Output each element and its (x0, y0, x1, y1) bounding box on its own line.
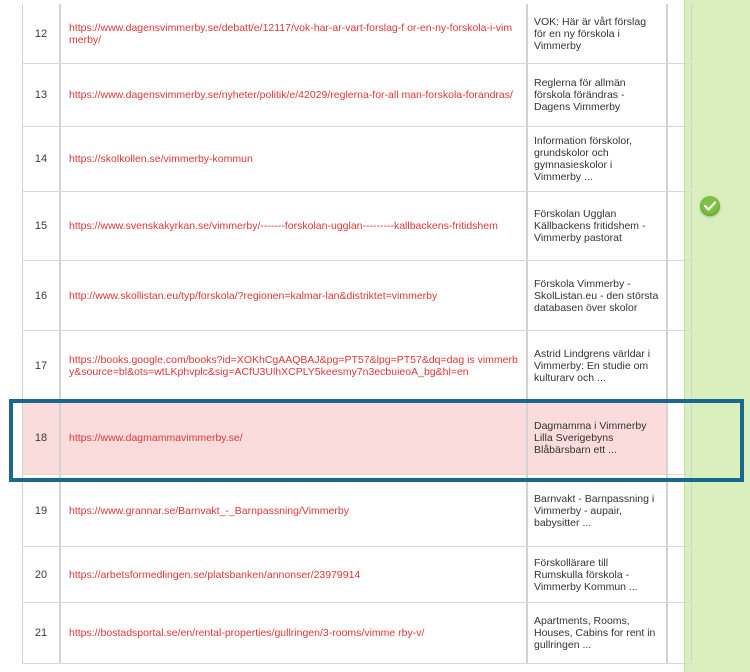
table-row (22, 331, 692, 402)
table-row (22, 547, 692, 603)
status-cell (666, 127, 692, 191)
row-number: 16 (22, 261, 59, 330)
table-row (22, 261, 692, 331)
result-url-link[interactable]: https://bostadsportal.se/en/rental-properties/gullringen/3-rooms/vimme rby-v/ (69, 627, 425, 639)
status-cell (666, 475, 692, 546)
status-cell (666, 603, 692, 663)
result-url-link[interactable]: https://skolkollen.se/vimmerby-kommun (69, 153, 253, 165)
table-row (22, 475, 692, 547)
status-cell (666, 261, 692, 330)
result-url-link[interactable]: https://www.grannar.se/Barnvakt_-_Barnpassning/Vimmerby (69, 504, 349, 517)
result-url-link[interactable]: https://www.dagensvimmerby.se/nyheter/politik/e/42029/reglerna-for-all man-forskola-forandras/ (69, 89, 513, 101)
result-url-link[interactable]: http://www.skollistan.eu/typ/forskola/?regionen=kalmar-lan&distriktet=vimmerby (69, 289, 438, 302)
check-icon (700, 196, 720, 216)
result-url-link[interactable]: https://www.dagensvimmerby.se/debatt/e/12117/vok-har-ar-vart-forslag-f or-en-ny-forskola-i-vimmerby/ (69, 21, 513, 46)
result-url-link[interactable]: https://www.svenskakyrkan.se/vimmerby/-------forskolan-ugglan---------kallbackens-fritidshem (69, 220, 498, 232)
result-url-link[interactable]: https://books.google.com/books?id=XOKhCgAAQBAJ&pg=PT57&lpg=PT57&dq=dag is vimmerby&source=bl&ots=wtLKphvplc&sig=ACfU3UlhXCPLY5keesmy7n3ecbuieoA_bg&hl=en (69, 354, 518, 378)
status-cell (666, 331, 692, 401)
status-cell (666, 64, 692, 126)
row-number: 13 (22, 64, 59, 126)
status-column (684, 0, 750, 672)
row-number: 21 (22, 603, 59, 663)
row-number: 12 (22, 4, 59, 63)
result-title: Förskollärare till Rumskulla förskola - Vimmerby Kommun ... (526, 547, 666, 602)
row-number: 15 (22, 192, 59, 260)
status-cell (666, 547, 692, 602)
table-row (22, 64, 692, 127)
result-url-link[interactable]: https://www.dagmammavimmerby.se/ (69, 432, 243, 444)
table-row (22, 127, 692, 192)
status-cell (666, 4, 692, 63)
result-title: VOK: Här är vårt förslag för en ny förskola i Vimmerby (526, 4, 666, 63)
result-title: Astrid Lindgrens världar i Vimmerby: En studie om kulturarv och ... (526, 331, 666, 401)
result-title: Information förskolor, grundskolor och gymnasieskolor i Vimmerby ... (526, 127, 666, 191)
table-row (22, 192, 692, 261)
result-title: Dagmamma i Vimmerby Lilla Sverigebyns Blåbärsbarn ett ... (526, 402, 666, 474)
table-row (22, 4, 692, 64)
row-number: 14 (22, 127, 59, 191)
status-cell (666, 192, 692, 260)
result-url-link[interactable]: https://arbetsformedlingen.se/platsbanken/annonser/23979914 (69, 568, 361, 581)
row-number: 17 (22, 331, 59, 401)
row-number: 19 (22, 475, 59, 546)
result-title: Barnvakt - Barnpassning i Vimmerby - aupair, babysitter ... (526, 475, 666, 546)
selection-highlight-box (9, 399, 744, 482)
result-title: Förskola Vimmerby - SkolListan.eu - den största databasen över skolor (526, 261, 666, 330)
result-title: Reglerna för allmän förskola förändras - Dagens Vimmerby (526, 64, 666, 126)
result-title: Förskolan Ugglan Källbackens fritidshem - Vimmerby pastorat (526, 192, 666, 260)
row-number: 18 (22, 402, 59, 474)
result-title: Apartments, Rooms, Houses, Cabins for rent in gullringen ... (526, 603, 666, 663)
row-number: 20 (22, 547, 59, 602)
table-row (22, 603, 692, 664)
